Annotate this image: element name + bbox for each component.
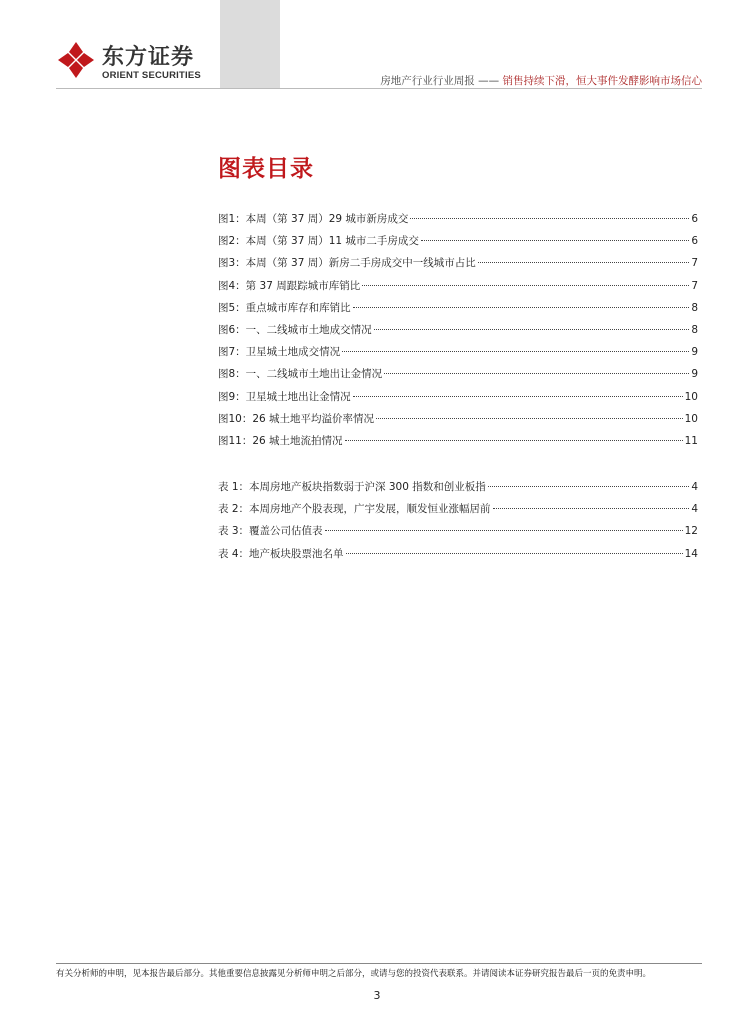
dot-leader [345,440,683,441]
entry-page: 12 [684,525,698,538]
figure-entry[interactable] [218,233,698,255]
toc-title: 图表目录 [218,156,314,182]
dot-leader [384,373,689,374]
entry-label: 图2：本周（第 37 周）11 城市二手房成交 [218,235,419,248]
entry-page: 6 [691,213,698,225]
entry-label: 图4：第 37 周跟踪城市库销比 [218,279,361,292]
entry-label: 图9：卫星城土地出让金情况 [218,390,351,403]
entry-label: 图11：26 城土地流拍情况 [218,434,343,447]
entry-page: 7 [691,279,698,292]
footer-divider [56,963,702,964]
figure-entry[interactable] [218,322,698,344]
table-list [218,479,698,568]
entry-label: 图8：一、二线城市土地出让金情况 [218,368,383,381]
report-header-title [380,73,702,88]
dot-leader [346,553,683,554]
footer-disclaimer: 有关分析师的申明，见本报告最后部分。其他重要信息披露见分析师申明之后部分，或请与您的投资代表联系。并请阅读本证券研究报告最后一页的免责申明。 [56,969,652,979]
dot-leader [488,486,690,487]
report-subtitle: 销售持续下滑，恒大事件发酵影响市场信心 [502,75,702,87]
entry-page: 6 [691,235,698,248]
entry-label: 表 2：本周房地产个股表现，广宇发展，顺发恒业涨幅居前 [218,503,491,516]
entry-label: 图3：本周（第 37 周）新房二手房成交中一线城市占比 [218,257,476,270]
entry-page: 8 [691,323,698,336]
table-entry[interactable] [218,479,698,501]
dot-leader [493,508,690,509]
entry-label: 图5：重点城市库存和库销比 [218,301,351,314]
entry-label: 图6：一、二线城市土地成交情况 [218,323,372,336]
figure-entry[interactable] [218,344,698,366]
company-logo [56,40,216,84]
page-number: 3 [373,989,381,1002]
entry-label: 图10：26 城土地平均溢价率情况 [218,412,375,425]
figure-entry[interactable] [218,211,698,233]
table-entry[interactable] [218,501,698,523]
entry-page: 4 [691,503,698,516]
figure-entry[interactable] [218,389,698,411]
dot-leader [353,396,683,397]
entry-page: 8 [691,301,698,314]
figure-entry[interactable] [218,255,698,277]
entry-label: 图7：卫星城土地成交情况 [218,346,341,359]
entry-label: 图1：本周（第 37 周）29 城市新房成交 [218,213,409,225]
figure-entry[interactable] [218,366,698,388]
header-gray-bar [220,0,280,88]
figure-list [218,211,698,455]
entry-page: 4 [691,481,698,493]
entry-page: 7 [691,257,698,270]
figure-entry[interactable] [218,300,698,322]
entry-label: 表 3：覆盖公司估值表 [218,525,323,538]
entry-page: 14 [684,547,698,560]
dot-leader [376,418,683,419]
dot-leader [353,307,690,308]
table-entry[interactable] [218,546,698,568]
figure-entry[interactable] [218,433,698,455]
figure-entry[interactable] [218,411,698,433]
orient-logo-icon [56,40,96,80]
entry-page: 10 [684,412,698,425]
logo-chinese-name: 东方证券 [102,45,195,70]
entry-label: 表 1：本周房地产板块指数弱于沪深 300 指数和创业板指 [218,481,486,493]
dot-leader [374,329,690,330]
dot-leader [410,218,689,219]
dot-leader [342,351,689,352]
dot-leader [325,530,683,531]
entry-label: 表 4：地产板块股票池名单 [218,547,344,560]
report-title: 房地产行业行业周报 —— [380,75,503,87]
dot-leader [478,262,690,263]
entry-page: 9 [691,368,698,381]
figure-entry[interactable] [218,278,698,300]
table-entry[interactable] [218,523,698,545]
entry-page: 9 [691,346,698,359]
header-divider [56,88,702,89]
dot-leader [362,285,689,286]
entry-page: 10 [684,390,698,403]
entry-page: 11 [684,434,698,447]
dot-leader [421,240,689,241]
logo-english-name: ORIENT SECURITIES [102,70,201,81]
